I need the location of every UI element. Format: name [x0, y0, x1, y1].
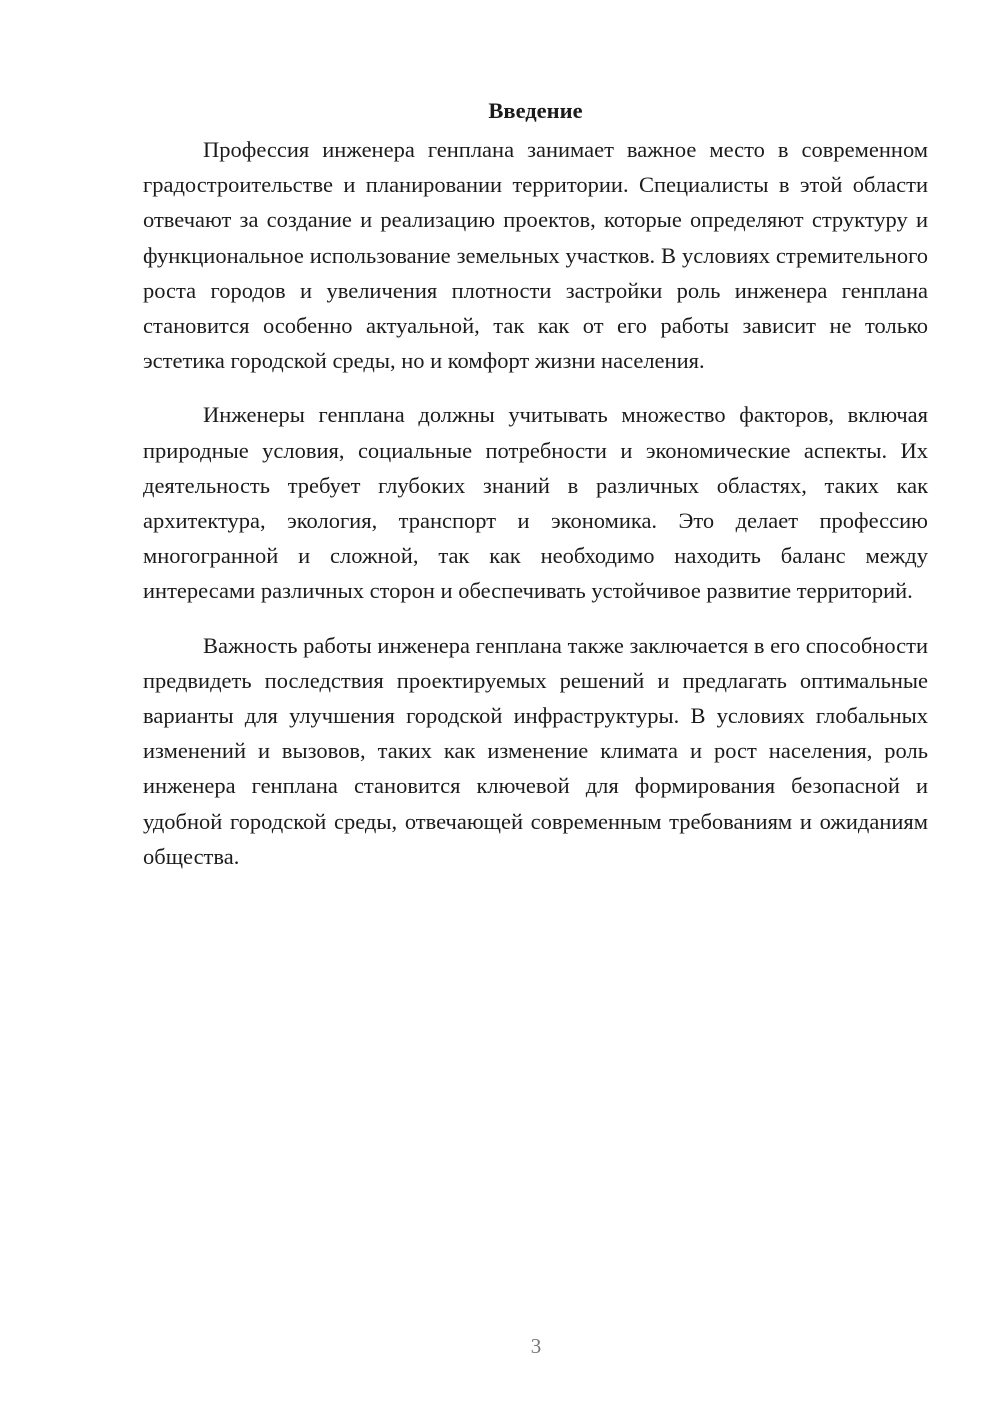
document-body [143, 96, 928, 874]
paragraph-1: Профессия инженера генплана занимает важное место в современном градостроительстве и планировании территории. Специалисты в этой области отвечают за создание и реализацию проектов, которые определяют структуру и функциональное использование земельных участков. В условиях стремительного роста городов и увеличения плотности застройки роль инженера генплана становится особенно актуальной, так как от его работы зависит не только эстетика городской среды, но и комфорт жизни населения. [143, 137, 928, 374]
paragraph-2: Инженеры генплана должны учитывать множество факторов, включая природные условия, социальные потребности и экономические аспекты. Их деятельность требует глубоких знаний в различных областях, таких как архитектура, экология, транспорт и экономика. Это делает профессию многогранной и сложной, так как необходимо находить баланс между интересами различных сторон и обеспечивать устойчивое развитие территорий. [143, 402, 928, 604]
paragraph-3: Важность работы инженера генплана также заключается в его способности предвидеть последствия проектируемых решений и предлагать оптимальные варианты для улучшения городской инфраструктуры. В условиях глобальных изменений и вызовов, таких как изменение климата и рост населения, роль инженера генплана становится ключевой для формирования безопасной и удобной городской среды, отвечающей современным требованиям и ожиданиям общества. [143, 632, 928, 869]
page-number: 3 [530, 1334, 542, 1358]
section-title: Введение [488, 98, 583, 123]
